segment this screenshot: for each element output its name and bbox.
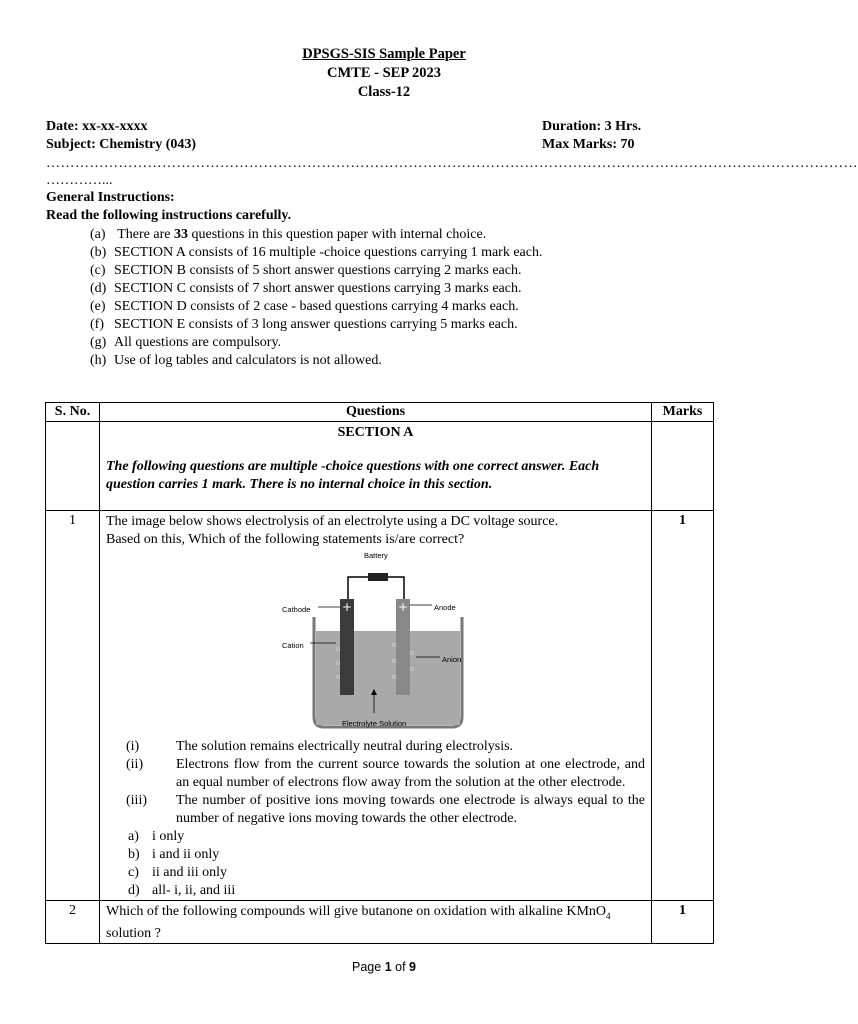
statement-item: (i) The solution remains electrically neutral during electrolysis. [126,739,514,754]
question-text: Which of the following compounds will give butanone on oxidation with alkaline KMnO$_4$ solution ? [100,901,652,944]
option-item: c) ii and iii only [128,865,228,880]
question-marks: 1 [652,511,714,901]
paper-subject: Subject: Chemistry (043) [46,137,197,152]
col-header-sno: S. No. [46,403,100,422]
statement-item: (iii) The number of positive ions moving towards one electrode is always equal to the number of negative ions moving towards the other electrode. [126,793,645,826]
question-marks: 1 [652,901,714,944]
electrolysis-figure [106,549,658,735]
electrolyte-solution [316,631,460,725]
paper-duration: Duration: 3 Hrs. [542,119,642,134]
solution-label: Electrolyte Solution [342,719,407,728]
question-row [46,511,714,901]
svg-text:+: + [397,600,409,614]
section-a-title: SECTION A [337,425,414,440]
instruction-item: (e) SECTION D consists of 2 case - based questions carrying 4 marks each. [90,299,519,314]
paper-class: Class-12 [357,84,411,100]
instructions-list [90,226,542,370]
dotted-separator: …………………………………………………………………………………………………………………………………………………… [46,156,858,171]
col-header-questions: Questions [100,403,652,422]
instruction-item: (c) SECTION B consists of 5 short answer questions carrying 2 marks each. [90,263,522,278]
anion-label: Anion [442,655,462,664]
option-item: d) all- i, ii, and iii [128,883,236,898]
col-header-marks: Marks [652,403,714,422]
instruction-item: (d) SECTION C consists of 7 short answer questions carrying 3 marks each. [90,281,522,296]
statement-item: (ii) Electrons flow from the current source towards the solution at one electrode, and an equal number of electrons flow away from the solution at the other electrode. [126,757,645,790]
question-text: The image below shows electrolysis of an electrolyte using a DC voltage source. [106,514,559,529]
option-item: b) i and ii only [128,847,220,862]
instruction-item: (g) All questions are compulsory. [90,335,282,350]
instruction-item: (f) SECTION E consists of 3 long answer questions carrying 5 marks each. [90,317,518,332]
section-a-note: The following questions are multiple -choice questions with one correct answer. Each question carries 1 mark. There is no internal choice in this section. [106,459,600,492]
paper-exam-title: CMTE - SEP 2023 [327,65,441,81]
question-number: 2 [46,901,100,944]
anode-label: Anode [434,603,456,612]
cation-label: Cation [282,641,304,650]
paper-max-marks: Max Marks: 70 [542,137,635,152]
question-number: 1 [46,511,100,901]
instruction-item: (b) SECTION A consists of 16 multiple -choice questions carrying 1 mark each. [90,245,543,260]
battery-label: Battery [364,551,388,560]
cathode-label: Cathode [282,605,311,614]
question-row [46,901,714,944]
question-table [45,402,714,944]
page-number: Page 1 of 9 [352,960,416,974]
instruction-item: (h) Use of log tables and calculators is not allowed. [90,353,382,368]
section-a-row [46,422,714,511]
question-count: 33 [173,227,188,242]
instructions-heading: General Instructions: [46,190,175,205]
paper-date: Date: xx-xx-xxxx [46,119,148,134]
instructions-subheading: Read the following instructions carefully. [46,208,292,223]
electrolysis-diagram [106,549,658,735]
option-item: a) i only [128,829,185,844]
table-header-row [46,403,714,422]
battery-icon [368,573,388,581]
question-text: Based on this, Which of the following statements is/are correct? [106,532,465,547]
option-list [106,828,645,900]
statement-list [106,738,645,828]
paper-school-title: DPSGS-SIS Sample Paper [302,46,466,62]
instruction-item: (a) There are 33 questions in this question paper with internal choice. [90,227,487,242]
svg-text:+: + [341,600,353,614]
dotted-separator-end: …………... [46,173,113,188]
